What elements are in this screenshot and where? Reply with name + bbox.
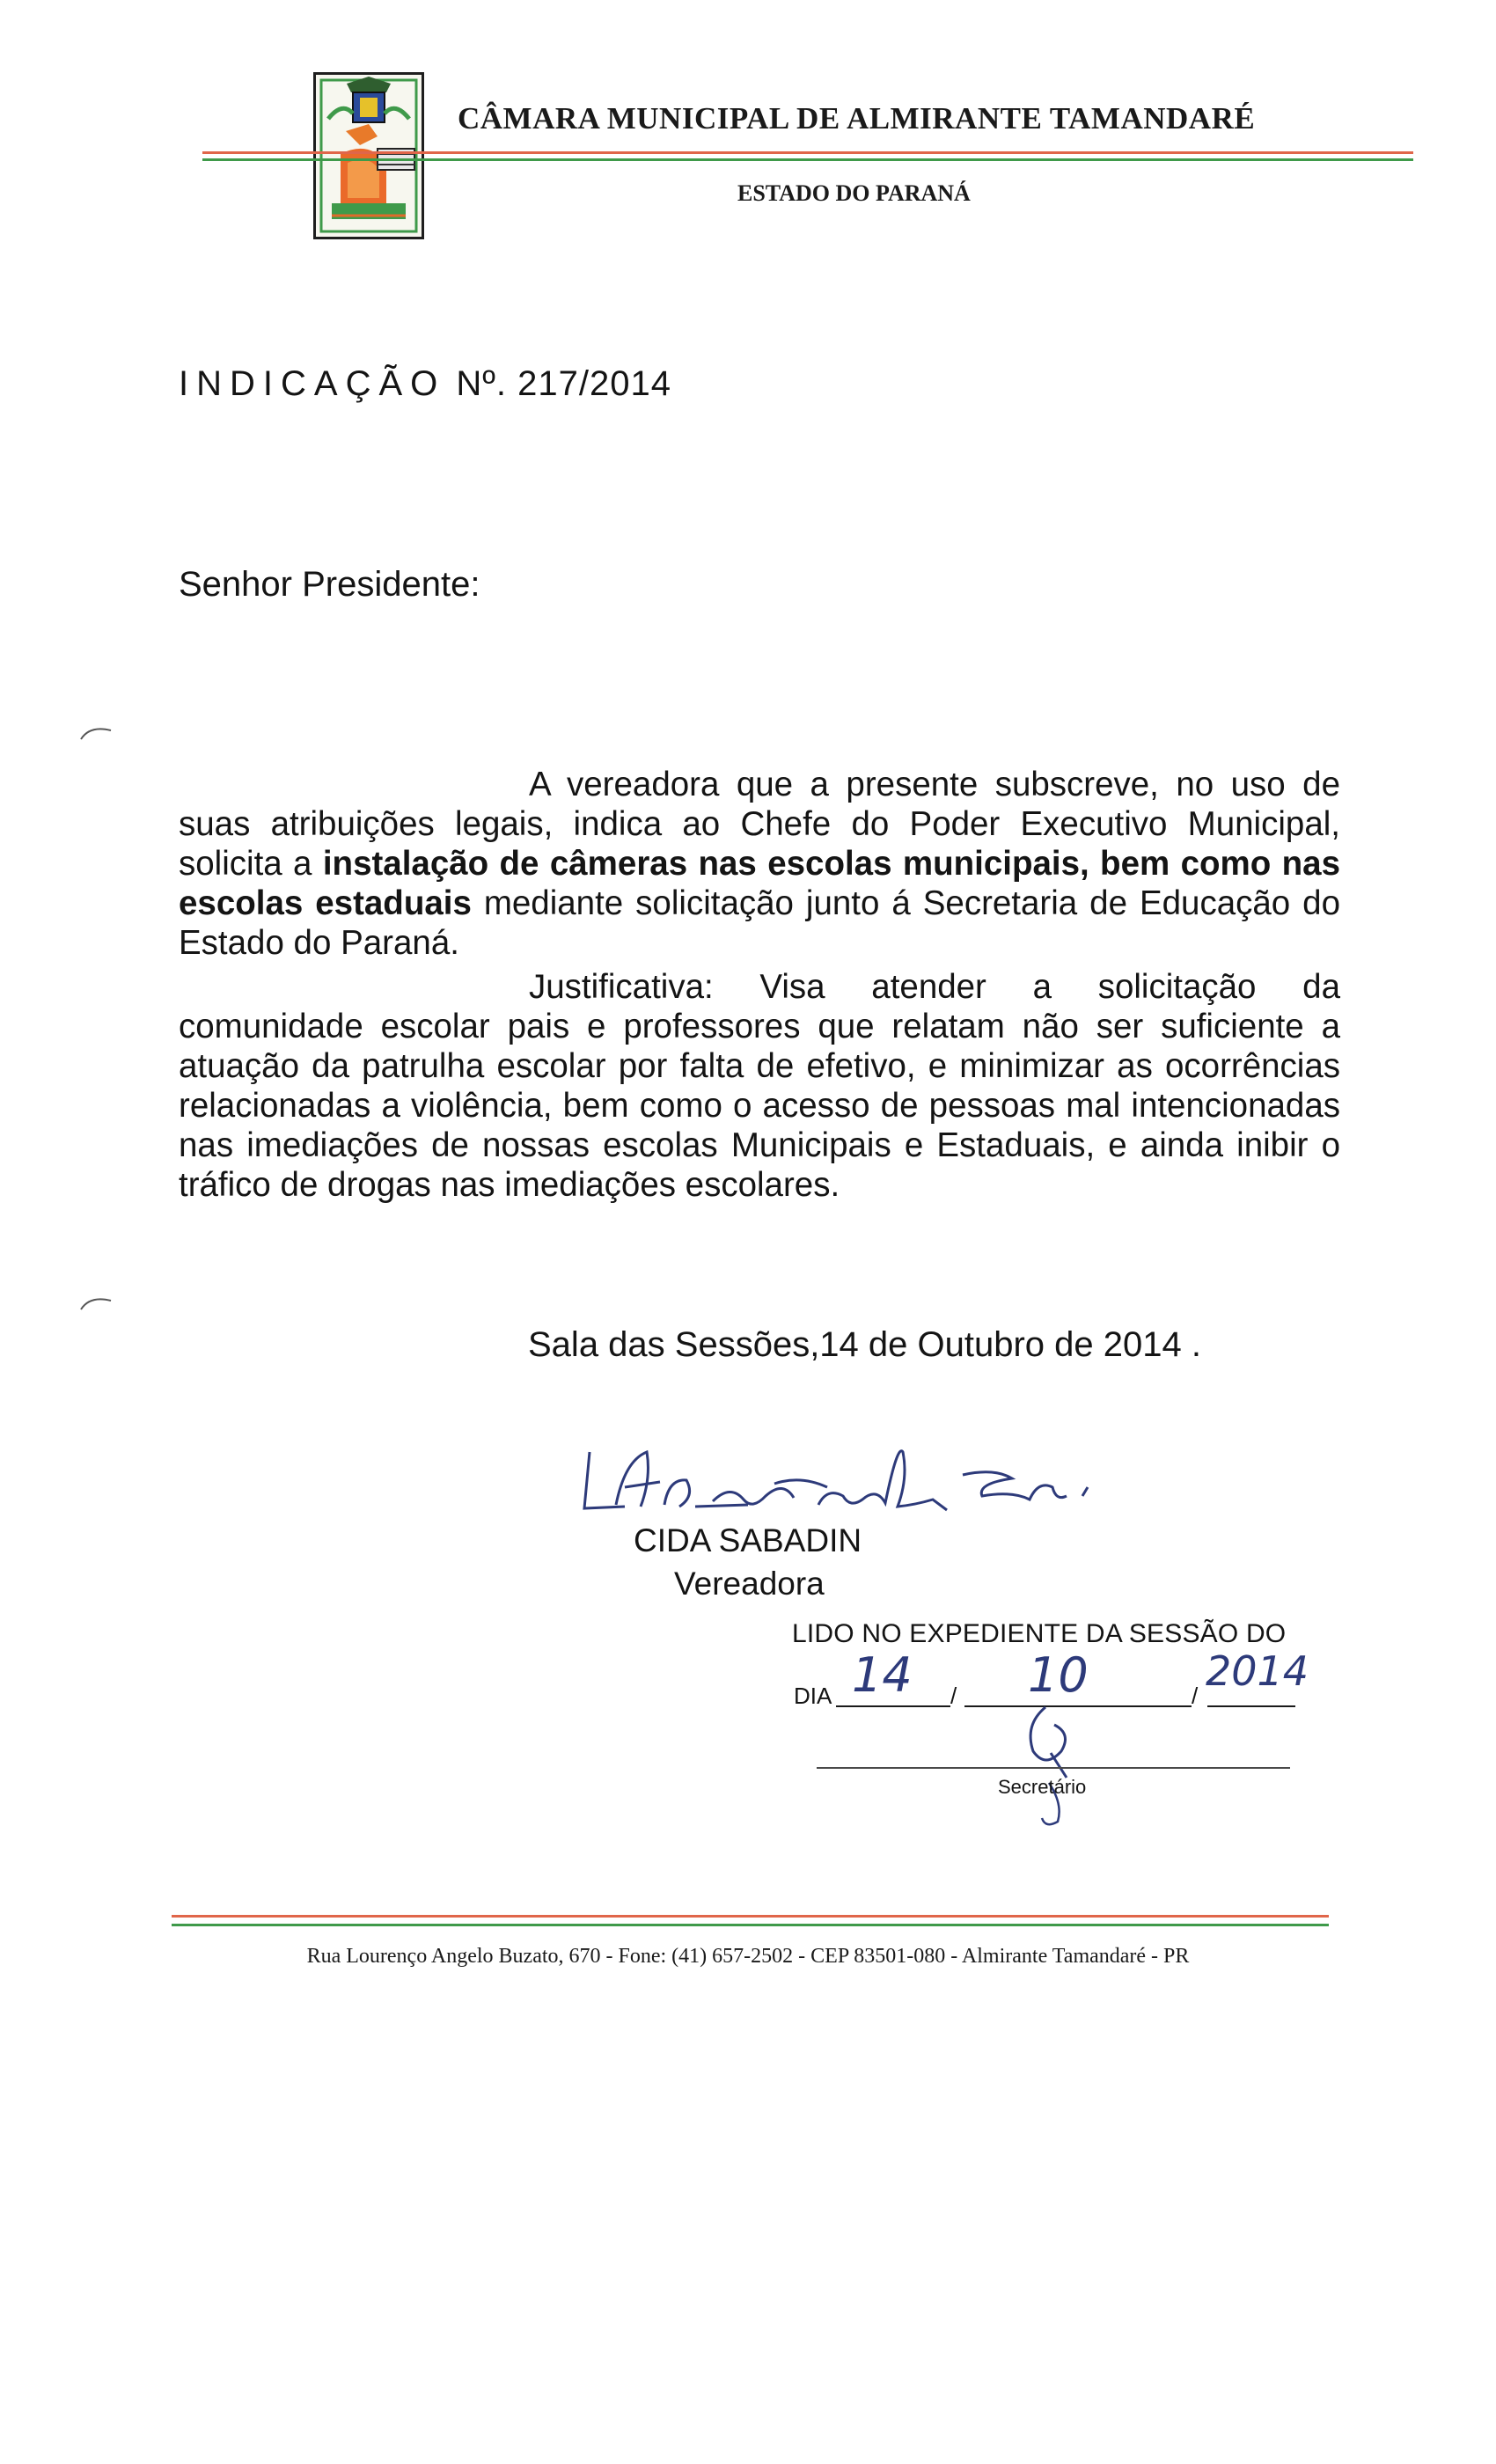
document-number-label: INDICAÇÃO (179, 364, 446, 403)
state-subtitle: ESTADO DO PARANÁ (737, 180, 971, 206)
municipal-crest-logo (313, 72, 424, 239)
crest-emblem-icon (316, 75, 422, 237)
header-rule-red (202, 151, 1413, 154)
justification-paragraph: Justificativa: Visa atender a solicitação da comunidade escolar pais e professores que relatam não ser suficiente a atuação da patrulha escolar por falta de efetivo, e minimizar as ocorrências relacionadas a violência, bem como o acesso de pessoas mal intencionadas nas imediações de nossas escolas Municipais e Estaduais, e ainda inibir o tráfico de drogas nas imediações escolares. (179, 968, 1340, 1204)
header-rule-green (202, 158, 1413, 161)
margin-mark-icon (79, 1294, 114, 1311)
request-text-after: mediante solicitação junto á Secretaria de Educação do Estado do Paraná. (179, 884, 1340, 962)
signer-name: CIDA SABADIN (634, 1522, 862, 1558)
stamp-year-handwritten: 2014 (1206, 1647, 1309, 1695)
secretary-label: Secretário (998, 1776, 1087, 1798)
stamp-day-handwritten: 14 (852, 1647, 913, 1703)
stamp-separator: / (1192, 1683, 1199, 1709)
signer-role: Vereadora (674, 1566, 825, 1602)
stamp-month-handwritten: 10 (1028, 1647, 1089, 1703)
stamp-text: LIDO NO EXPEDIENTE DA SESSÃO DO (792, 1619, 1287, 1648)
stamp-separator: / (950, 1683, 957, 1709)
handwritten-signature (563, 1426, 1144, 1522)
stamp-day-line (836, 1705, 950, 1707)
document-number (179, 364, 671, 404)
request-text-bold: instalação de câmeras nas escolas municipais, bem como nas escolas estaduais (179, 845, 1340, 922)
footer-rule-green (172, 1924, 1329, 1926)
document-number-prefix: Nº. (456, 364, 507, 403)
stamp-year-line (1207, 1705, 1295, 1707)
request-paragraph (179, 765, 1340, 963)
margin-mark-icon (79, 723, 114, 741)
footer-rule-red (172, 1915, 1329, 1918)
document-number-value: 217/2014 (517, 364, 671, 403)
footer-address: Rua Lourenço Angelo Buzato, 670 - Fone: (41) 657-2502 - CEP 83501-080 - Almirante Tamandaré - PR (306, 1945, 1190, 1968)
secretary-signature-line (817, 1767, 1290, 1769)
request-text-before: A vereadora que a presente subscreve, no uso de suas atribuições legais, indica ao Chefe do Poder Executivo Municipal, solicita a (179, 766, 1340, 883)
secretary-initials-signature (1019, 1698, 1081, 1830)
chamber-title: CÂMARA MUNICIPAL DE ALMIRANTE TAMANDARÉ (458, 101, 1256, 136)
session-date: Sala das Sessões,14 de Outubro de 2014 . (528, 1325, 1201, 1364)
stamp-dia-label: DIA (794, 1683, 832, 1709)
salutation: Senhor Presidente: (179, 565, 480, 604)
